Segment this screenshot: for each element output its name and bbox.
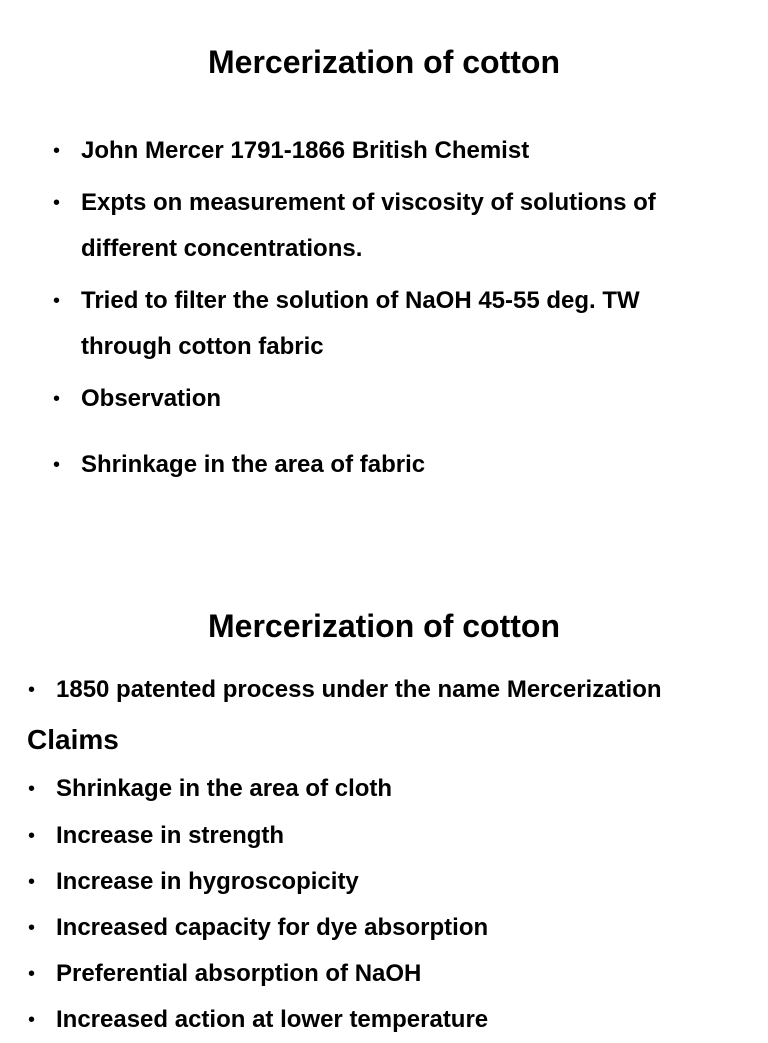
claim-item: Preferential absorption of NaOH [56,960,422,987]
claim-item: Increased action at lower temperature [56,1006,489,1033]
bullet-dot: • [28,871,36,893]
bullet-dot: • [28,825,36,847]
slide1-bullet-0-line-0: John Mercer 1791-1866 British Chemist [81,137,530,164]
claim-item: Increased capacity for dye absorption [56,914,489,941]
slide1-bullet-1-line-1: different concentrations. [81,235,363,262]
slide1-bullet-4-line-0: Shrinkage in the area of fabric [81,451,426,478]
bullet-dot: • [53,454,61,476]
bullet-dot: • [53,388,61,410]
slide1-bullet-1-line-0: Expts on measurement of viscosity of solutions of [81,189,656,216]
claim-item: Increase in hygroscopicity [56,868,359,895]
bullet-dot: • [28,778,36,800]
claims-heading: Claims [27,724,119,755]
slide1-title: Mercerization of cotton [207,44,560,80]
bullet-dot: • [53,192,61,214]
bullet-dot: • [28,917,36,939]
claim-item: Increase in strength [56,822,285,849]
slide2-title: Mercerization of cotton [207,608,560,644]
slide1-bullet-2-line-1: through cotton fabric [81,333,324,360]
slide2-intro-bullet: 1850 patented process under the name Mercerization [56,676,662,703]
bullet-dot: • [28,679,36,701]
slide1-bullet-3-line-0: Observation [81,385,222,412]
bullet-dot: • [28,963,36,985]
bullet-dot: • [28,1009,36,1031]
bullet-dot: • [53,140,61,162]
claim-item: Shrinkage in the area of cloth [56,775,393,802]
bullet-dot: • [53,290,61,312]
slide1-bullet-2-line-0: Tried to filter the solution of NaOH 45-55 deg. TW [81,287,640,314]
